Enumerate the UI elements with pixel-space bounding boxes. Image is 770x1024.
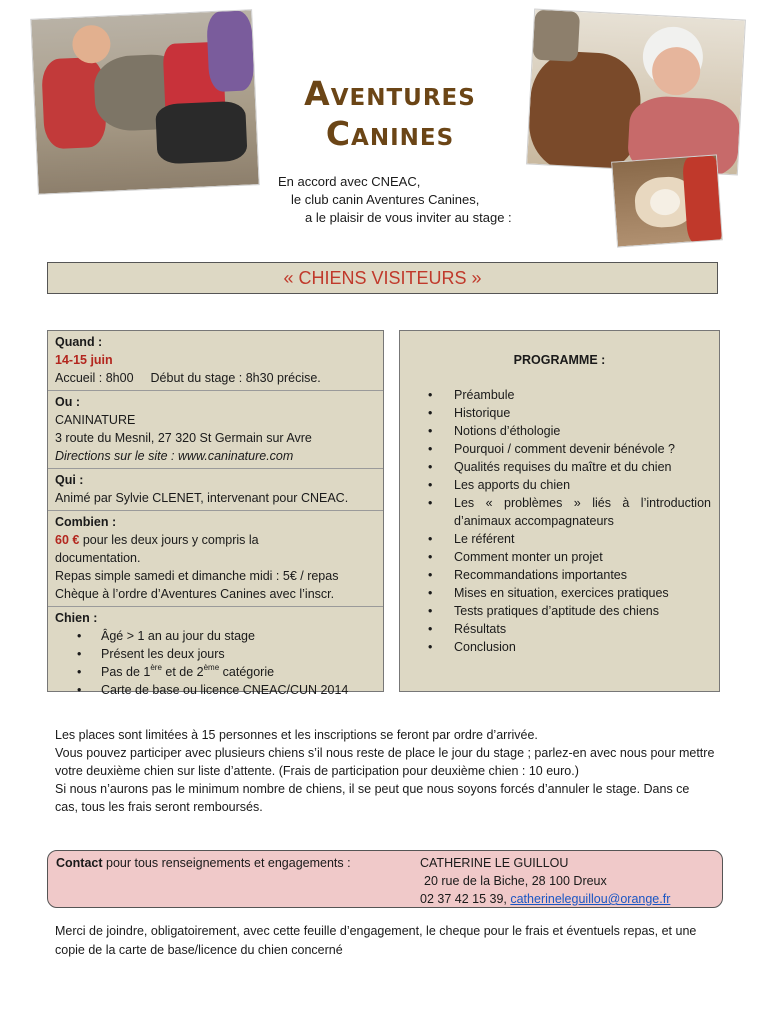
- programme-item: • Comment monter un projet: [428, 548, 711, 566]
- chien-item-present: • Présent les deux jours: [77, 645, 376, 663]
- contact-details: [420, 854, 670, 908]
- chien-item-licence: • Carte de base ou licence CNEAC/CUN 2014: [77, 681, 376, 699]
- programme-box: [399, 330, 720, 692]
- programme-item: • Les apports du chien: [428, 476, 711, 494]
- contact-label-bold: Contact: [56, 856, 103, 870]
- programme-item: • Résultats: [428, 620, 711, 638]
- chien-item-age: • Âgé > 1 an au jour du stage: [77, 627, 376, 645]
- programme-item: • Mises en situation, exercices pratiques: [428, 584, 711, 602]
- ou-address: 3 route du Mesnil, 27 320 St Germain sur Avre: [55, 431, 312, 445]
- combien-price: 60 €: [55, 533, 80, 547]
- photo-elderly-lady-with-dog: [526, 9, 746, 176]
- section-ou: [48, 391, 383, 469]
- combien-line-4: Chèque à l’ordre d’Aventures Canines avec l’inscr.: [55, 587, 335, 601]
- programme-item: • Tests pratiques d’aptitude des chiens: [428, 602, 711, 620]
- ou-directions: Directions sur le site : www.caninature.com: [55, 449, 294, 463]
- info-line-2: Vous pouvez participer avec plusieurs chiens s’il nous reste de place le jour du stage ; parlez-en avec nous pour mettre votre deuxième chien sur liste d’attente. (Frais de participation pour deuxième chien : 10 euro.): [55, 746, 715, 778]
- contact-phone: 02 37 42 15 39,: [420, 892, 511, 906]
- ou-name: CANINATURE: [55, 413, 136, 427]
- combien-heading: Combien :: [55, 515, 117, 529]
- section-quand: [48, 331, 383, 391]
- contact-box: [47, 850, 723, 908]
- chien-heading: Chien :: [55, 611, 98, 625]
- qui-heading: Qui :: [55, 473, 84, 487]
- combien-line-2: documentation.: [55, 551, 141, 565]
- programme-item: • Qualités requises du maître et du chien: [428, 458, 711, 476]
- chien-list: [55, 627, 376, 699]
- programme-item: • Historique: [428, 404, 711, 422]
- programme-item: • Recommandations importantes: [428, 566, 711, 584]
- programme-item: • Le référent: [428, 530, 711, 548]
- info-line-1: Les places sont limitées à 15 personnes et les inscriptions se feront par ordre d’arrivée.: [55, 728, 538, 742]
- qui-text: Animé par Sylvie CLENET, intervenant pour CNEAC.: [55, 491, 349, 505]
- title-line-2: Canines: [325, 114, 455, 153]
- programme-item: • Les « problèmes » liés à l’introduction d’animaux accompagnateurs: [428, 494, 711, 530]
- programme-list: [400, 386, 719, 656]
- programme-title: PROGRAMME :: [513, 353, 606, 367]
- ou-heading: Ou :: [55, 395, 80, 409]
- contact-name: CATHERINE LE GUILLOU: [420, 856, 569, 870]
- intro-line-3: a le plaisir de vous inviter au stage :: [305, 210, 512, 225]
- programme-item: • Notions d’éthologie: [428, 422, 711, 440]
- programme-item: • Préambule: [428, 386, 711, 404]
- info-line-3: Si nous n’aurons pas le minimum nombre de chiens, il se peut que nous soyons forcés d’annuler le stage. Dans ce cas, tous les frais seront remboursés.: [55, 782, 690, 814]
- details-box: [47, 330, 384, 697]
- contact-label-rest: pour tous renseignements et engagements :: [102, 856, 351, 870]
- intro-line-2: le club canin Aventures Canines,: [291, 192, 480, 207]
- quand-heading: Quand :: [55, 335, 103, 349]
- combien-line-3: Repas simple samedi et dimanche midi : 5€ / repas: [55, 569, 339, 583]
- quand-debut: Début du stage : 8h30 précise.: [150, 371, 321, 385]
- stage-title-banner: « CHIENS VISITEURS »: [47, 262, 718, 294]
- contact-email-link[interactable]: catherineleguillou@orange.fr: [510, 892, 671, 906]
- photo-small-dog: [611, 154, 723, 247]
- programme-item: • Pourquoi / comment devenir bénévole ?: [428, 440, 711, 458]
- section-combien: [48, 511, 383, 607]
- footer-note: Merci de joindre, obligatoirement, avec cette feuille d’engagement, le cheque pour le frais et éventuels repas, et une copie de la carte de base/licence du chien concerné: [55, 924, 697, 957]
- section-qui: [48, 469, 383, 511]
- combien-price-rest: pour les deux jours y compris la: [79, 533, 259, 547]
- quand-accueil: Accueil : 8h00: [55, 371, 134, 385]
- page-title: [270, 74, 510, 154]
- contact-address: 20 rue de la Biche, 28 100 Dreux: [424, 874, 607, 888]
- chien-item-categorie: • Pas de 1ère et de 2ème catégorie: [77, 663, 376, 681]
- programme-item: • Conclusion: [428, 638, 711, 656]
- section-chien: [48, 607, 383, 702]
- info-text: [55, 726, 715, 816]
- quand-dates: 14-15 juin: [55, 353, 113, 367]
- intro-line-1: En accord avec CNEAC,: [278, 174, 421, 189]
- title-line-1: Aventures: [304, 74, 476, 113]
- contact-label: [56, 854, 351, 872]
- photo-dog-with-stroller: [30, 9, 259, 195]
